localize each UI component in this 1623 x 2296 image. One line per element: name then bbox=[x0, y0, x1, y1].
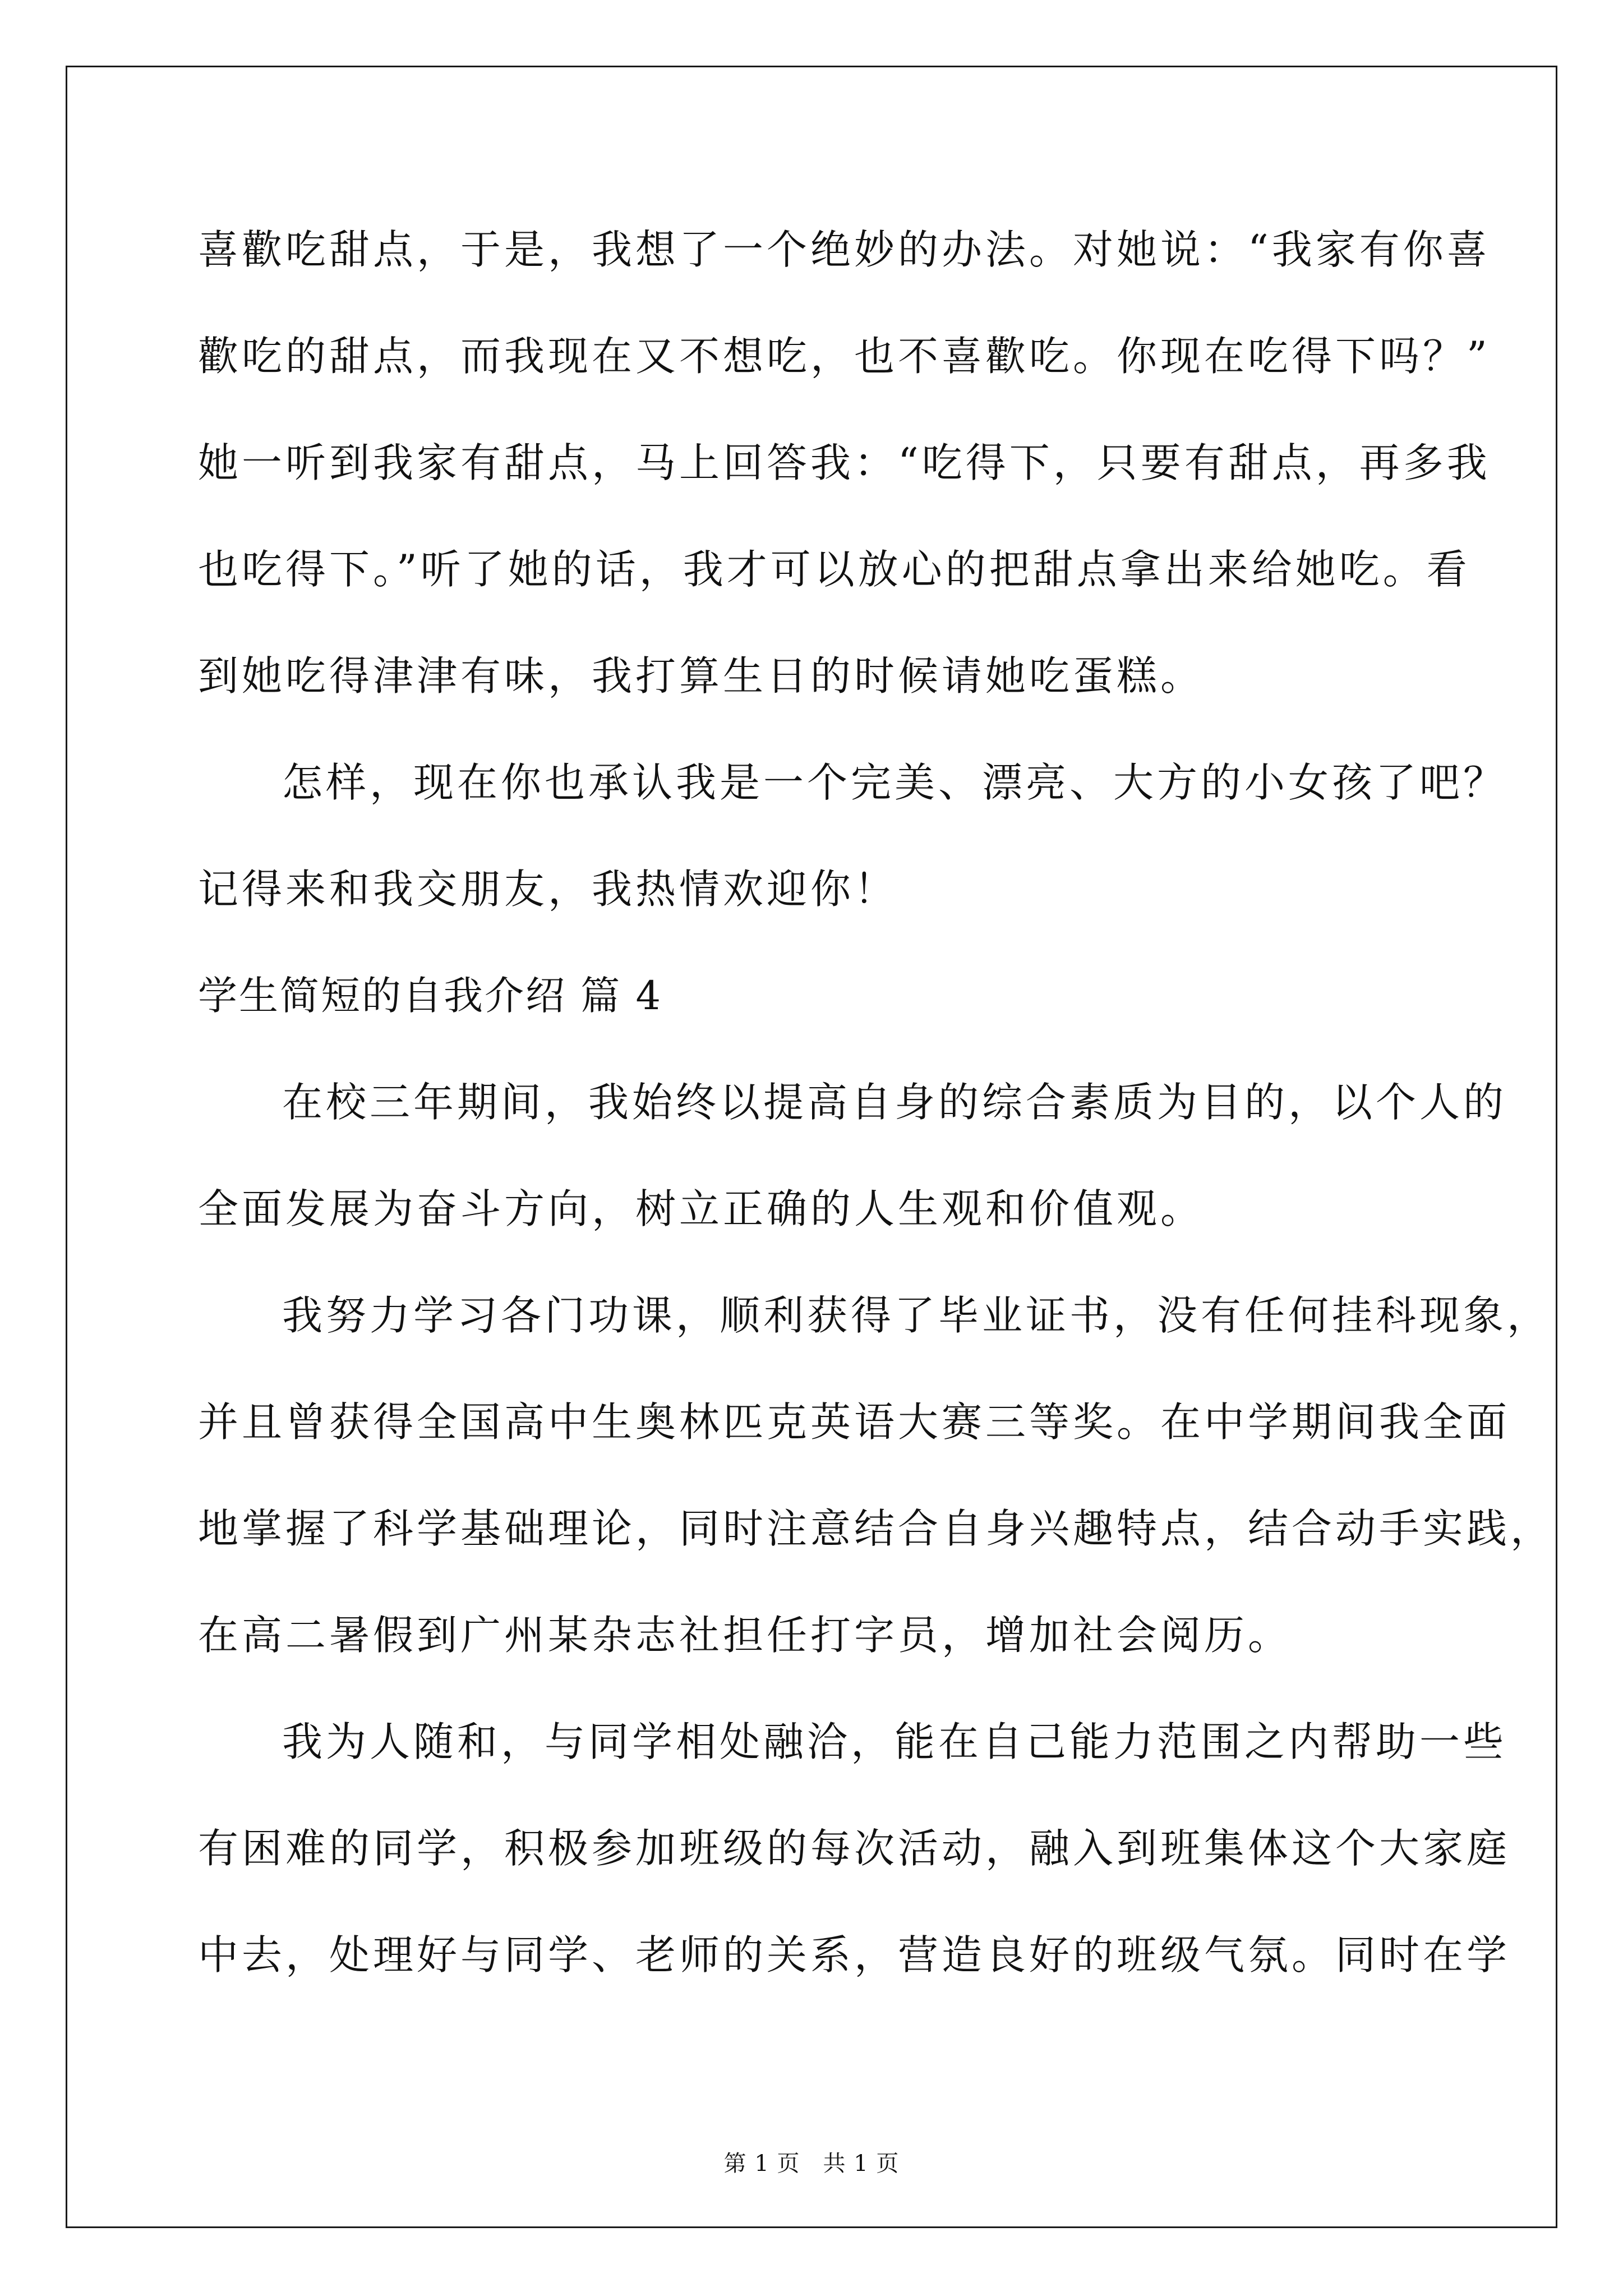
text-line: 地掌握了科学基础理论，同时注意结合自身兴趣特点，结合动手实践， bbox=[198, 1505, 1555, 1552]
text-line: 也吃得下。”听了她的话，我才可以放心的把甜点拿出来给她吃。看 bbox=[198, 546, 1470, 593]
text-line: 歡吃的甜点，而我现在又不想吃，也不喜歡吃。你现在吃得下吗？” bbox=[198, 333, 1491, 380]
text-line: 中去，处理好与同学、老师的关系，营造良好的班级气氛。同时在学 bbox=[198, 1931, 1511, 1978]
text-line: 并且曾获得全国高中生奥林匹克英语大赛三等奖。在中学期间我全面 bbox=[198, 1398, 1511, 1446]
text-line: 到她吃得津津有味，我打算生日的时候请她吃蛋糕。 bbox=[198, 652, 1205, 700]
paragraph-start-line: 我为人随和，与同学相处融洽，能在自己能力范围之内帮助一些 bbox=[282, 1718, 1507, 1765]
paragraph-start-line: 在校三年期间，我始终以提高自身的综合素质为目的，以个人的 bbox=[282, 1079, 1507, 1126]
document-body bbox=[198, 213, 1555, 2025]
paragraph-start-line: 怎样，现在你也承认我是一个完美、漂亮、大方的小女孩了吧？ bbox=[282, 759, 1507, 806]
page-number: 第 1 页 共 1 页 bbox=[723, 2151, 900, 2177]
text-line: 在高二暑假到广州某杂志社担任打字员，增加社会阅历。 bbox=[198, 1612, 1292, 1659]
text-line: 记得来和我交朋友，我热情欢迎你！ bbox=[198, 866, 898, 913]
text-line: 有困难的同学，积极参加班级的每次活动，融入到班集体这个大家庭 bbox=[198, 1825, 1511, 1872]
text-line: 她一听到我家有甜点，马上回答我：“吃得下，只要有甜点，再多我 bbox=[198, 439, 1491, 486]
text-line: 喜歡吃甜点，于是，我想了一个绝妙的办法。对她说：“我家有你喜 bbox=[198, 226, 1491, 273]
section-title: 学生简短的自我介绍 篇 4 bbox=[198, 973, 663, 1019]
text-line: 全面发展为奋斗方向，树立正确的人生观和价值观。 bbox=[198, 1185, 1205, 1232]
paragraph-start-line: 我努力学习各门功课，顺利获得了毕业证书，没有任何挂科现象， bbox=[282, 1292, 1551, 1339]
